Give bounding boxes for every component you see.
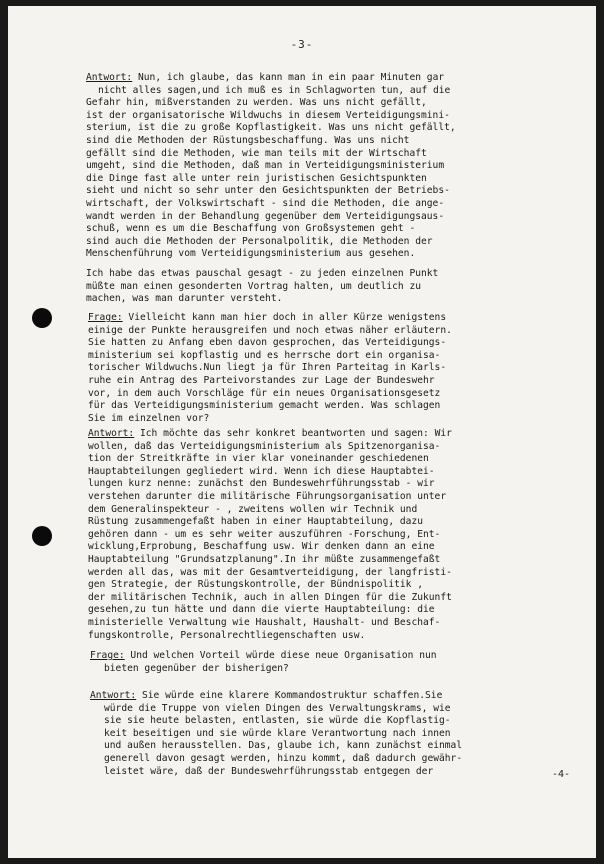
text-line: Antwort: Nun, ich glaube, das kann man in ein paar Minuten gar: [86, 72, 445, 83]
text-line: einige der Punkte herausgreifen und noch etwas näher erläutern.: [88, 324, 452, 336]
text-line: ministerielle Verwaltung wie Haushalt, Haushalt- und Beschaf-: [88, 616, 441, 628]
text-line: sieht und nicht so sehr unter den Gesichtspunkten der Betriebs-: [86, 185, 450, 197]
question-block-1: [88, 312, 452, 425]
text-line: Ich habe das etwas pauschal gesagt - zu jeden einzelnen Punkt: [86, 268, 439, 279]
answer-block-3: [90, 690, 462, 778]
text-line: Sie im einzelnen vor?: [88, 412, 210, 424]
text-line: Rüstung zusammengefaßt haben in einer Hauptabteilung, dazu: [88, 516, 424, 528]
text-line: und außen herausstellen. Das, glaube ich, kann zunächst einmal: [104, 740, 463, 752]
text-line: wirtschaft, der Volkswirtschaft - sind die Methoden, die ange-: [86, 197, 445, 209]
punch-hole-bottom: [32, 526, 52, 546]
text-line: Antwort: Ich möchte das sehr konkret beantworten und sagen: Wir: [88, 428, 452, 439]
text-line: Frage: Und welchen Vorteil würde diese neue Organisation nun: [90, 650, 437, 661]
answer-block-2: [88, 428, 452, 642]
speaker-label: Antwort:: [88, 428, 135, 439]
text-line: fungskontrolle, Personalrechtliegenschaften usw.: [88, 629, 366, 641]
text-line: tion der Streitkräfte in vier klar voneinander geschiedenen: [88, 453, 429, 465]
next-page-marker: -4-: [551, 769, 570, 780]
text-line: keit beseitigen und sie würde klare Verantwortung nach innen: [104, 727, 451, 739]
speaker-label: Antwort:: [90, 690, 137, 701]
text-line: gen Strategie, der Rüstungskontrolle, der Bündnispolitik ,: [88, 579, 424, 591]
text-line: werden all das, was mit der Gesamtverteidigung, der langfristi-: [88, 566, 452, 578]
speaker-label: Antwort:: [86, 72, 133, 83]
text-line: Antwort: Sie würde eine klarere Kommandostruktur schaffen.Sie: [90, 690, 443, 701]
text-line: sterium, ist die zu große Kopflastigkeit. Was uns nicht gefällt,: [86, 122, 456, 134]
document-page: [8, 6, 596, 858]
text-line: wollen, daß das Verteidigungsministerium als Spitzenorganisa-: [88, 440, 441, 452]
speaker-label: Frage:: [90, 650, 125, 661]
text-line: umgeht, sind die Methoden, daß man in Verteidigungsministerium: [86, 160, 445, 172]
text-line: nicht alles sagen,und ich muß es in Schlagworten tun, auf die: [98, 84, 451, 96]
text-line: torischer Wildwuchs.Nun liegt ja für Ihren Parteitag in Karls-: [88, 362, 447, 374]
text-line: Menschenführung vom Verteidigungsministerium aus gesehen.: [86, 248, 416, 260]
text-line: Gefahr hin, mißverstanden zu werden. Was uns nicht gefällt,: [86, 97, 427, 109]
text-line: würde die Truppe von vielen Dingen des Verwaltungskrams, wie: [104, 702, 451, 714]
answer-block-1-continued: [86, 268, 438, 306]
text-line: schuß, wenn es um die Beschaffung von Großsystemen geht -: [86, 223, 416, 235]
text-line: vor, in dem auch Vorschläge für ein neues Organisationsgesetz: [88, 387, 441, 399]
text-line: dem Generalinspekteur - , zweitens wollen wir Technik und: [88, 503, 418, 515]
text-line: der militärischen Technik, auch in allen Dingen für die Zukunft: [88, 591, 452, 603]
text-line: die Dinge fast alle unter rein juristischen Gesichtspunkten: [86, 172, 427, 184]
text-line: ministerium sei kopflastig und es herrsche dort ein organisa-: [88, 349, 441, 361]
text-line: bieten gegenüber der bisherigen?: [104, 662, 289, 674]
text-line: sind auch die Methoden der Personalpolitik, die Methoden der: [86, 235, 433, 247]
page-number: -3-: [290, 38, 314, 51]
speaker-label: Frage:: [88, 312, 123, 323]
text-line: müßte man einen gesonderten Vortrag halten, um deutlich zu: [86, 280, 422, 292]
text-line: gefällt sind die Methoden, wie man teils mit der Wirtschaft: [86, 147, 427, 159]
text-line: sind die Methoden der Rüstungsbeschaffung. Was uns nicht: [86, 134, 410, 146]
punch-hole-top: [32, 308, 52, 328]
text-line: Hauptabteilungen gegliedert wird. Wenn ich diese Hauptabtei-: [88, 465, 435, 477]
text-line: generell davon gesagt werden, hinzu kommt, daß dadurch gewähr-: [104, 752, 463, 764]
text-line: Sie hatten zu Anfang eben davon gesprochen, das Verteidigungs-: [88, 337, 447, 349]
question-block-2: [90, 650, 437, 675]
text-line: Frage: Vielleicht kann man hier doch in aller Kürze wenigstens: [88, 312, 447, 323]
text-line: lungen kurz nenne: zunächst den Bundeswehrführungsstab - wir: [88, 478, 435, 490]
text-line: leistet wäre, daß der Bundeswehrführungsstab entgegen der: [104, 765, 434, 777]
text-line: gesehen,zu tun hätte und dann die vierte Hauptabteilung: die: [88, 604, 435, 616]
text-line: Hauptabteilung "Grundsatzplanung".In ihr müßte zusammengefaßt: [88, 553, 441, 565]
text-line: gehören dann - um es sehr weiter auszuführen -Forschung, Ent-: [88, 528, 441, 540]
text-line: ist der organisatorische Wildwuchs in diesem Verteidigungsmini-: [86, 109, 450, 121]
text-line: für das Verteidigungsministerium gemacht werden. Was schlagen: [88, 400, 441, 412]
answer-block-1: [86, 72, 456, 261]
text-line: sie sie heute belasten, entlasten, sie würde die Kopflastig-: [104, 715, 451, 727]
text-line: wandt werden in der Behandlung gegenüber dem Verteidigungsaus-: [86, 210, 445, 222]
text-line: ruhe ein Antrag des Parteivorstandes zur Lage der Bundeswehr: [88, 374, 435, 386]
text-line: machen, was man darunter versteht.: [86, 293, 283, 305]
text-line: wicklung,Erprobung, Beschaffung usw. Wir denken dann an eine: [88, 541, 435, 553]
text-line: verstehen darunter die militärische Führungsorganisation unter: [88, 490, 447, 502]
